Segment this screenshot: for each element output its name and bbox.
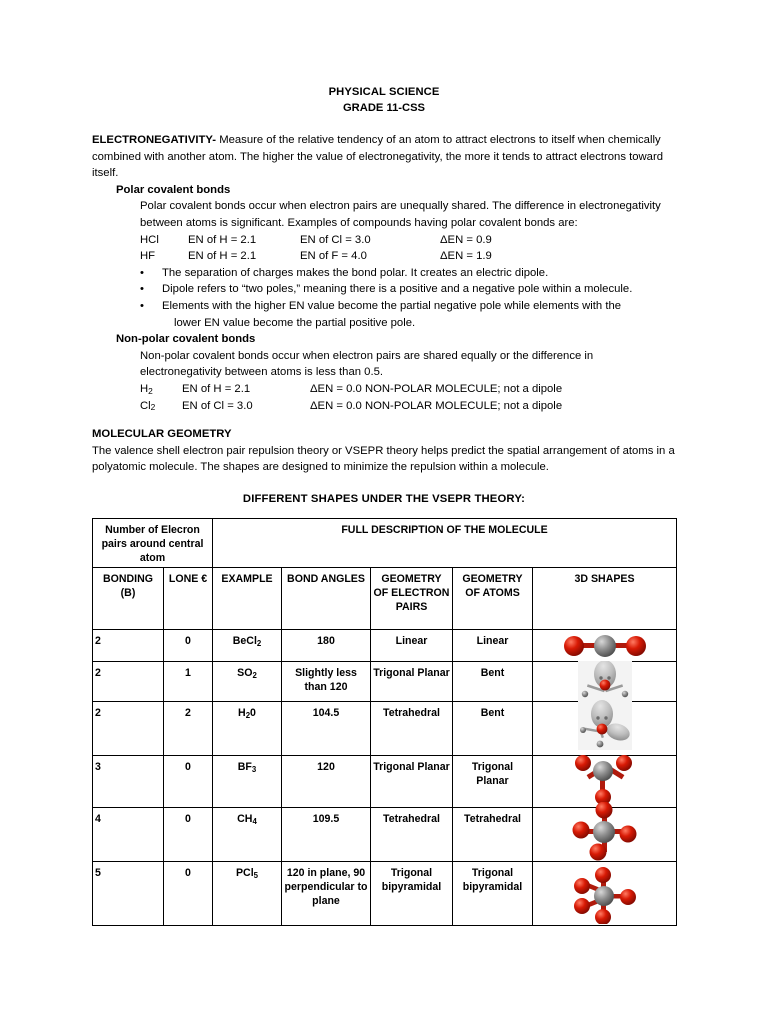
cell-example: $SO_2$ bbox=[213, 661, 282, 701]
nonpolar-example-row bbox=[140, 381, 676, 398]
column-header-geometry-electron-pairs: GEOMETRY OF ELECTRON PAIRS bbox=[371, 567, 453, 629]
list-item bbox=[140, 265, 676, 282]
bullet-icon: • bbox=[140, 299, 144, 312]
polar-example-en-a: EN of H = 2.1 bbox=[188, 250, 257, 263]
trigonal-planar-molecule-icon bbox=[533, 755, 677, 809]
polar-example-delta: ΔEN = 0.9 bbox=[440, 233, 492, 246]
electronegativity-paragraph bbox=[92, 132, 676, 182]
nonpolar-covalent-body: Non-polar covalent bonds occur when electron pairs are shared equally or the difference in electronegativity between atoms is less than 0.5. bbox=[140, 349, 594, 379]
cell-example: $H_20$ bbox=[213, 701, 282, 755]
cell-bonding: 3 bbox=[93, 755, 164, 807]
nonpolar-example-delta: ΔEN = 0.0 NON-POLAR MOLECULE; not a dipole bbox=[310, 399, 563, 412]
electronegativity-term: ELECTRONEGATIVITY- bbox=[92, 134, 217, 146]
polar-example-formula: HF bbox=[140, 250, 156, 263]
vsepr-table bbox=[92, 518, 677, 926]
cell-lone: 1 bbox=[164, 661, 213, 701]
nonpolar-example-en: EN of Cl = 3.0 bbox=[182, 399, 253, 412]
table-row bbox=[93, 861, 677, 925]
table-row bbox=[93, 755, 677, 807]
nonpolar-example-row bbox=[140, 398, 676, 415]
cell-bond-angles: 109.5 bbox=[282, 807, 371, 861]
polar-example-en-b: EN of F = 4.0 bbox=[300, 250, 367, 263]
header-electron-pairs-group: Number of Elecron pairs around central atom bbox=[93, 518, 213, 567]
document-body bbox=[92, 84, 676, 926]
cell-geometry-atoms: Trigonal bipyramidal bbox=[453, 861, 533, 925]
cell-bond-angles: 120 in plane, 90 perpendicular to plane bbox=[282, 861, 371, 925]
cell-bond-angles: 104.5 bbox=[282, 701, 371, 755]
cell-3d-shape bbox=[533, 861, 677, 925]
table-group-header-row bbox=[93, 518, 677, 567]
bent-two-lone-pairs-molecule-icon bbox=[533, 700, 677, 750]
cell-geometry-electron-pairs: Trigonal bipyramidal bbox=[371, 861, 453, 925]
nonpolar-example-delta: ΔEN = 0.0 NON-POLAR MOLECULE; not a dipole bbox=[310, 382, 563, 395]
polar-example-formula: HCl bbox=[140, 233, 159, 246]
table-row bbox=[93, 629, 677, 661]
cell-geometry-electron-pairs: Tetrahedral bbox=[371, 701, 453, 755]
bullet-text-continued: lower EN value become the partial positive pole. bbox=[174, 316, 416, 329]
cell-lone: 0 bbox=[164, 629, 213, 661]
header-full-description-group: FULL DESCRIPTION OF THE MOLECULE bbox=[213, 518, 677, 567]
trigonal-bipyramidal-molecule-icon bbox=[533, 866, 677, 924]
cell-bonding: 2 bbox=[93, 701, 164, 755]
bullet-icon: • bbox=[140, 283, 144, 296]
cell-3d-shape bbox=[533, 807, 677, 861]
molecular-geometry-body: The valence shell electron pair repulsion theory or VSEPR theory helps predict the spatial arrangement of atoms in a polyatomic molecule. The shapes are designed to minimize the repulsion within a molecule. bbox=[92, 444, 675, 474]
cell-bond-angles: Slightly less than 120 bbox=[282, 661, 371, 701]
cell-3d-shape bbox=[533, 629, 677, 661]
column-header-bond-angles: BOND ANGLES bbox=[282, 567, 371, 629]
cell-geometry-electron-pairs: Linear bbox=[371, 629, 453, 661]
tetrahedral-molecule-icon bbox=[533, 802, 677, 862]
polar-example-row bbox=[140, 248, 676, 265]
table-row bbox=[93, 701, 677, 755]
cell-bond-angles: 120 bbox=[282, 755, 371, 807]
column-header-bonding: BONDING (B) bbox=[93, 567, 164, 629]
cell-lone: 0 bbox=[164, 807, 213, 861]
cell-geometry-atoms: Tetrahedral bbox=[453, 807, 533, 861]
cell-geometry-atoms: Bent bbox=[453, 701, 533, 755]
electronegativity-definition: Measure of the relative tendency of an atom to attract electrons to itself when chemically combined with another atom. The higher the value of electronegativity, the more it tends to attract electrons toward itself. bbox=[92, 134, 664, 180]
bent-one-lone-pair-molecule-icon bbox=[533, 661, 677, 705]
cell-geometry-electron-pairs: Trigonal Planar bbox=[371, 661, 453, 701]
table-column-header-row bbox=[93, 567, 677, 629]
table-row bbox=[93, 807, 677, 861]
cell-lone: 2 bbox=[164, 701, 213, 755]
cell-3d-shape bbox=[533, 661, 677, 701]
nonpolar-covalent-heading: Non-polar covalent bonds bbox=[116, 333, 256, 346]
page-title: PHYSICAL SCIENCE bbox=[328, 86, 440, 98]
bullet-icon: • bbox=[140, 266, 144, 279]
nonpolar-example-en: EN of H = 2.1 bbox=[182, 382, 251, 395]
table-caption: DIFFERENT SHAPES UNDER THE VSEPR THEORY: bbox=[242, 492, 526, 505]
cell-3d-shape bbox=[533, 701, 677, 755]
bullet-text: Dipole refers to “two poles,” meaning there is a positive and a negative pole within a molecule. bbox=[162, 283, 633, 296]
polar-example-en-b: EN of Cl = 3.0 bbox=[300, 233, 371, 246]
polar-covalent-heading: Polar covalent bonds bbox=[116, 183, 231, 196]
cell-lone: 0 bbox=[164, 755, 213, 807]
column-header-example: EXAMPLE bbox=[213, 567, 282, 629]
cell-bonding: 2 bbox=[93, 661, 164, 701]
cell-geometry-electron-pairs: Trigonal Planar bbox=[371, 755, 453, 807]
column-header-lone: LONE € bbox=[164, 567, 213, 629]
polar-example-en-a: EN of H = 2.1 bbox=[188, 233, 257, 246]
polar-covalent-body: Polar covalent bonds occur when electron pairs are unequally shared. The difference in electronegativity between atoms is significant. Examples of compounds having polar covalent bonds are: bbox=[140, 200, 661, 229]
cell-example: PCl$_5$ bbox=[213, 861, 282, 925]
bullet-text: The separation of charges makes the bond polar. It creates an electric dipole. bbox=[162, 266, 549, 279]
cell-lone: 0 bbox=[164, 861, 213, 925]
cell-bonding: 5 bbox=[93, 861, 164, 925]
polar-example-row bbox=[140, 232, 676, 249]
cell-bonding: 4 bbox=[93, 807, 164, 861]
cell-geometry-atoms: Bent bbox=[453, 661, 533, 701]
nonpolar-example-formula: $H_2$ bbox=[140, 382, 153, 396]
list-item bbox=[140, 298, 676, 331]
table-row bbox=[93, 661, 677, 701]
polar-example-delta: ΔEN = 1.9 bbox=[440, 250, 492, 263]
cell-example: $CH_4$ bbox=[213, 807, 282, 861]
cell-bond-angles: 180 bbox=[282, 629, 371, 661]
column-header-geometry-atoms: GEOMETRY OF ATOMS bbox=[453, 567, 533, 629]
bullet-text: Elements with the higher EN value become the partial negative pole while elements with the bbox=[162, 299, 622, 312]
cell-3d-shape bbox=[533, 755, 677, 807]
column-header-3d-shapes: 3D SHAPES bbox=[533, 567, 677, 629]
cell-example: BeCl$_2$ bbox=[213, 629, 282, 661]
cell-example: $BF_3$ bbox=[213, 755, 282, 807]
linear-molecule-icon bbox=[533, 632, 677, 660]
cell-bonding: 2 bbox=[93, 629, 164, 661]
cell-geometry-atoms: Linear bbox=[453, 629, 533, 661]
molecular-geometry-heading: MOLECULAR GEOMETRY bbox=[92, 428, 232, 441]
cell-geometry-electron-pairs: Tetrahedral bbox=[371, 807, 453, 861]
page-subtitle: GRADE 11-CSS bbox=[342, 102, 426, 114]
cell-geometry-atoms: Trigonal Planar bbox=[453, 755, 533, 807]
nonpolar-example-formula: $Cl_2$ bbox=[140, 399, 156, 413]
list-item bbox=[140, 281, 676, 298]
